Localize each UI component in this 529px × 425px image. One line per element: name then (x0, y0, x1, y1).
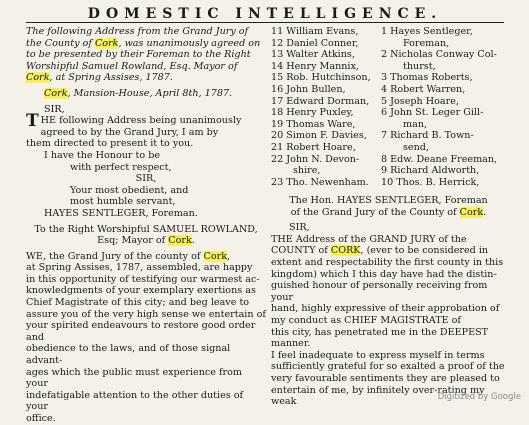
signature: HAYES SENTLEGER, Foreman. (44, 207, 198, 219)
text-run: knowledgments of your exemplary exertions as (26, 285, 256, 297)
juror-entry: 21 Robert Hoare, (271, 141, 356, 153)
text-run: The Hon. HAYES SENTLEGER, Foreman (289, 195, 488, 206)
juror-entry: 13 Walter Atkins, (271, 49, 355, 61)
text-run: your spirited endeavours to restore good order and (26, 320, 256, 343)
text-run: obedience to the laws, and of those signal advant- (26, 343, 231, 367)
address-body (26, 251, 266, 425)
letter-line: SIR, (135, 173, 157, 185)
text-line (271, 338, 506, 350)
juror-entry: 22 John N. Devon- (271, 153, 360, 165)
text-line (26, 343, 266, 366)
text-run: hand, highly expressive of their approbation of (271, 303, 500, 315)
text-line (26, 38, 266, 50)
text-line (26, 224, 266, 236)
masthead: DOMESTIC INTELLIGENCE. (87, 6, 443, 22)
text-run: this city, has penetrated me in the DEEPEST (271, 326, 489, 338)
text-line (26, 251, 266, 263)
text-run: WE, the Grand Jury of the county of (26, 250, 204, 262)
text-run: , at Spring Assises, 1787. (49, 72, 173, 84)
text-run: to be presented by their Foreman to the Right (26, 49, 251, 61)
letter-line: Your most obedient, and (70, 184, 189, 196)
highlighted-term: Cork (26, 72, 50, 84)
text-run: weak (271, 396, 297, 408)
text-run: entertain of me, by infinitely over-rating my (271, 384, 485, 396)
reply-section (271, 195, 506, 408)
juror-entry: 3 Thomas Roberts, (381, 72, 473, 84)
highlighted-term: Cork (203, 250, 228, 262)
text-line (26, 320, 266, 343)
juror-entry: 8 Edw. Deane Freeman, (381, 153, 498, 165)
text-line (271, 361, 506, 373)
text-run: Esq; Mayor of (97, 235, 169, 247)
highlighted-term: CORK (330, 245, 361, 257)
highlighted-term: Cork (168, 235, 192, 247)
text-line (271, 303, 506, 315)
text-run: Worshipful Samuel Rowland, Esq. Mayor of (26, 60, 238, 72)
text-line (26, 390, 266, 413)
juror-entry: 15 Rob. Hutchinson, (271, 72, 371, 84)
text-run: my conduct as CHIEF MAGISTRATE of (271, 314, 461, 326)
text-line (271, 234, 506, 246)
text-run: kingdom) which I this day have had the distin- (271, 268, 497, 280)
juror-entry: 18 Henry Puxley, (271, 107, 354, 119)
juror-entry: 16 John Bullen, (271, 83, 346, 95)
drop-cap: T (26, 111, 39, 132)
juror-list-right (381, 26, 506, 188)
salutation: SIR, (44, 103, 65, 115)
text-run: , (ever to be considered in (360, 245, 489, 257)
text-run: . (483, 206, 487, 218)
address-recipient (26, 224, 266, 247)
text-line (271, 280, 506, 303)
text-line (26, 309, 266, 321)
text-run: sufficiently grateful for so exalted a proof of the (271, 361, 505, 373)
text-line (271, 350, 506, 362)
text-run: assure you of the very high sense we entertain of (26, 308, 266, 320)
reply-heading (271, 195, 506, 218)
text-run: indefatigable attention to the other duties of your (26, 389, 244, 413)
text-line (26, 413, 266, 425)
text-line (271, 245, 506, 257)
juror-entry: send, (403, 141, 429, 153)
text-run: , (227, 250, 231, 262)
text-run: I feel inadequate to express myself in terms (271, 349, 485, 361)
text-run: , was unanimously agreed on (118, 37, 261, 49)
text-run: Chief Magistrate of this city; and beg leave to (26, 297, 250, 309)
text-run: guished honour of personally receiving from your (271, 280, 488, 303)
juror-entry: 19 Thomas Ware, (271, 118, 356, 130)
text-run: extent and respectability the first county in this (271, 256, 504, 268)
text-line (271, 207, 506, 219)
juror-entry: thurst, (403, 60, 436, 72)
juror-entry: shire, (293, 165, 321, 177)
text-line (271, 315, 506, 327)
juror-entry: 20 Simon F. Davies, (271, 130, 367, 142)
letter-line: HE following Address being unanimously (40, 115, 242, 127)
covering-letter (26, 111, 266, 219)
text-run: at Spring Assises, 1787, assembled, are happy (26, 262, 253, 274)
letter-line: most humble servant, (70, 196, 176, 208)
juror-entry: 9 Richard Aldworth, (381, 165, 480, 177)
text-line (26, 235, 266, 247)
text-run: of the Grand Jury of the County of (290, 206, 460, 218)
text-line (26, 297, 266, 309)
text-run: the County of (26, 37, 95, 49)
juror-entry: 17 Edward Dorman, (271, 95, 370, 107)
juror-entry: Foreman, (403, 37, 450, 49)
juror-entry: 2 Nicholas Conway Col- (381, 49, 497, 61)
juror-entry: 11 William Evans, (271, 26, 359, 37)
text-run: office. (26, 413, 56, 424)
text-line (26, 274, 266, 286)
highlighted-term: Cork (44, 87, 68, 99)
letter-line: agreed to by the Grand Jury, I am by (40, 126, 219, 138)
juror-list-middle (271, 26, 379, 188)
text-line (271, 195, 506, 207)
text-run: THE Address of the GRAND JURY of the (271, 233, 467, 245)
text-line (26, 285, 266, 297)
text-run: ages which the public must experience from your (26, 366, 242, 390)
top-rule (26, 22, 504, 23)
text-line (26, 72, 266, 84)
text-run: very favourable sentiments they are pleased to (271, 372, 500, 384)
letter-line: them directed to present it to you. (26, 138, 194, 150)
intro-paragraph (26, 26, 266, 84)
text-run: The following Address from the Grand Jury of (26, 26, 249, 37)
text-run: manner. (271, 338, 311, 350)
juror-entry: 1 Hayes Sentleger, (381, 26, 473, 37)
text-line (271, 373, 506, 385)
text-line (26, 262, 266, 274)
text-line (271, 269, 506, 281)
left-column (26, 26, 266, 425)
highlighted-term: Cork (94, 37, 119, 49)
juror-entry: 23 Tho. Newenham. (271, 176, 369, 188)
juror-entry: 7 Richard B. Town- (381, 130, 474, 142)
juror-entry: man, (403, 118, 428, 130)
text-run: . (191, 235, 195, 247)
digitized-watermark: Digitized by Google (437, 392, 521, 402)
text-line (271, 327, 506, 339)
dateline (26, 88, 266, 100)
text-line (26, 49, 266, 61)
letter-line: with perfect respect, (70, 161, 172, 173)
highlighted-term: Cork (459, 206, 484, 218)
juror-entry: 6 John St. Leger Gill- (381, 107, 484, 119)
juror-entry: 12 Daniel Conner, (271, 37, 359, 49)
juror-entry: 5 Joseph Hoare, (381, 95, 459, 107)
text-run: COUNTY of (271, 245, 331, 257)
juror-entry: 4 Robert Warren, (381, 83, 466, 95)
text-run: , Mansion-House, April 8th, 1787. (67, 87, 233, 99)
text-line (26, 26, 266, 38)
letter-line: I have the Honour to be (44, 149, 161, 161)
juror-entry: 14 Henry Mannix, (271, 60, 359, 72)
reply-salutation: SIR, (289, 222, 310, 234)
juror-entry: 10 Thos. B. Herrick, (381, 176, 480, 188)
reply-body (271, 234, 506, 408)
text-line (26, 61, 266, 73)
text-run: in this opportunity of testifying our warmest ac- (26, 273, 260, 285)
text-line (271, 257, 506, 269)
text-run: To the Right Worshipful SAMUEL ROWLAND, (34, 223, 258, 235)
text-line (26, 367, 266, 390)
